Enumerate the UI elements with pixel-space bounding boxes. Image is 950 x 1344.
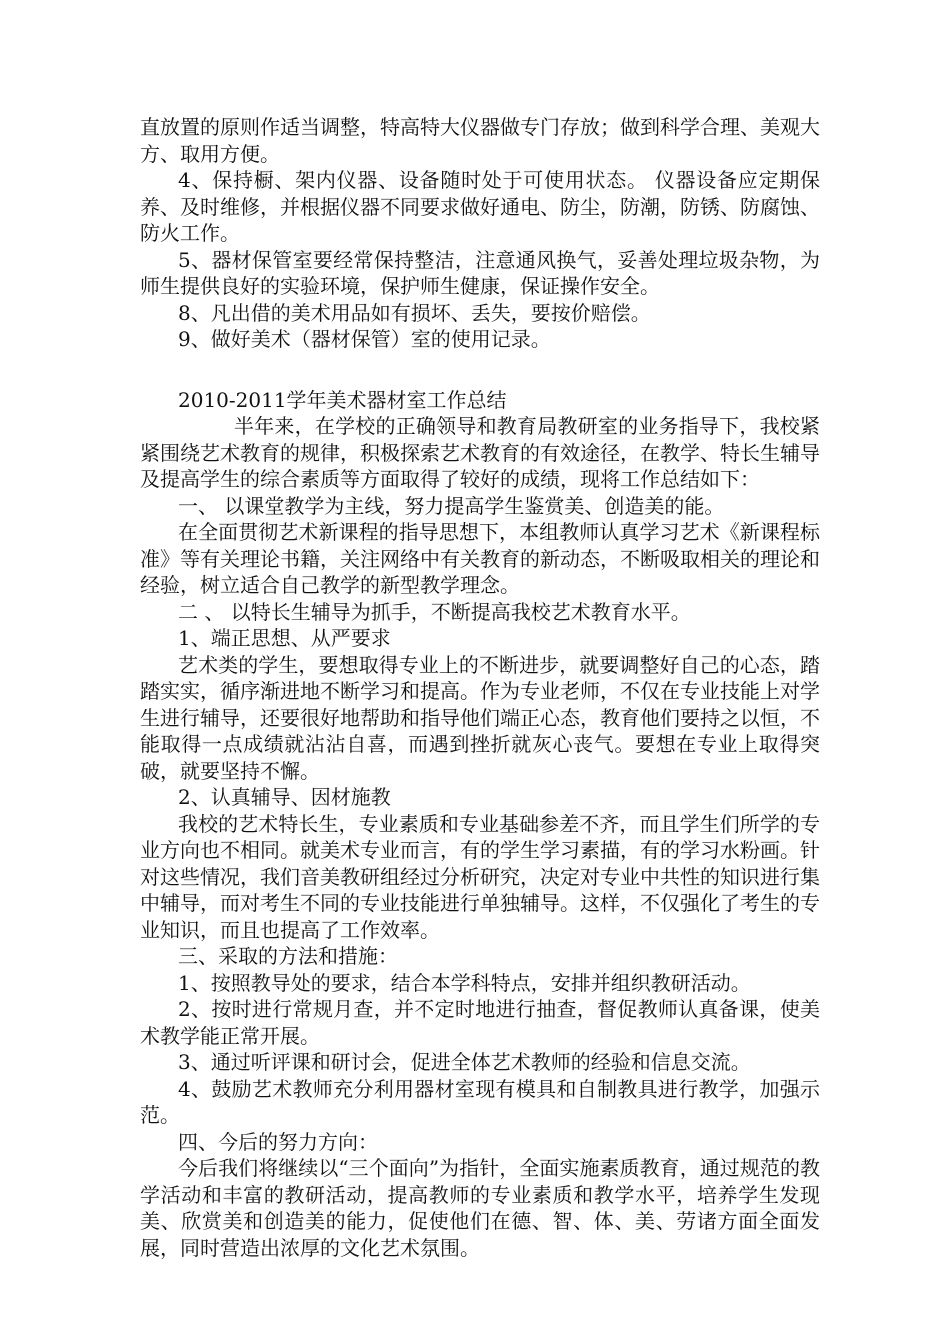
paragraph: 8、凡出借的美术用品如有损坏、丢失，要按价赔偿。 (178, 300, 651, 325)
list-item: 2、按时进行常规月查，并不定时地进行抽查，督促教师认真备课，使美术教学能正常开展。 (140, 997, 820, 1048)
paragraph: 5、器材保管室要经常保持整洁，注意通风换气，妥善处理垃圾杂物，为师生提供良好的实验环境，保护师生健康，保证操作安全。 (140, 247, 820, 298)
paragraph: 9、做好美术（器材保管）室的使用记录。 (178, 327, 551, 351)
intro-paragraph: 半年来，在学校的正确领导和教育局教研室的业务指导下，我校紧紧围绕艺术教育的规律，积极探索艺术教育的有效途径，在教学、特长生辅导及提高学生的综合素质等方面取得了较好的成绩，现将工作总结如下： (140, 414, 820, 491)
paragraph-gap (140, 353, 820, 387)
section-heading: 一、 以课堂教学为主线，努力提高学生鉴赏美、创造美的能。 (178, 493, 725, 518)
section-heading: 三、采取的方法和措施： (178, 944, 398, 968)
document-page (140, 114, 820, 1261)
section-heading: 四、今后的努力方向： (178, 1129, 378, 1154)
paragraph: 艺术类的学生，要想取得专业上的不断进步，就要调整好自己的心态，踏踏实实，循序渐进地不断学习和提高。作为专业老师，不仅在专业技能上对学生进行辅导，还要很好地帮助和指导他们端正心态，教育他们要持之以恒，不能取得一点成绩就沾沾自喜，而遇到挫折就灰心丧气。要想在专业上取得突破，就要坚持不懈。 (140, 652, 820, 783)
subheading: 1、端正思想、从严要求 (178, 626, 391, 650)
paragraph: 今后我们将继续以“三个面向”为指针，全面实施素质教育，通过规范的教学活动和丰富的教研活动，提高教师的专业素质和教学水平，培养学生发现美、欣赏美和创造美的能力，促使他们在德、智、体、美、劳诸方面全面发展，同时营造出浓厚的文化艺术氛围。 (140, 1156, 820, 1260)
list-item: 1、按照教导处的要求，结合本学科特点，安排并组织教研活动。 (178, 970, 751, 995)
subheading: 2、认真辅导、因材施教 (178, 785, 391, 809)
paragraph: 在全面贯彻艺术新课程的指导思想下，本组教师认真学习艺术《新课程标准》等有关理论书籍，关注网络中有关教育的新动态，不断吸取相关的理论和经验，树立适合自己教学的新型教学理念。 (140, 520, 820, 597)
section-heading: 二 、 以特长生辅导为抓手，不断提高我校艺术教育水平。 (178, 599, 691, 624)
document-title: 2010-2011学年美术器材室工作总结 (178, 387, 507, 412)
list-item: 4、鼓励艺术教师充分利用器材室现有模具和自制教具进行教学，加强示范。 (140, 1076, 820, 1127)
paragraph: 4、保持橱、架内仪器、设备随时处于可使用状态。 仪器设备应定期保养、及时维修，并根据仪器不同要求做好通电、防尘，防潮，防锈、防腐蚀、防火工作。 (140, 168, 820, 245)
list-item: 3、通过听评课和研讨会，促进全体艺术教师的经验和信息交流。 (178, 1050, 751, 1074)
paragraph: 我校的艺术特长生，专业素质和专业基础参差不齐，而且学生们所学的专业方向也不相同。就美术专业而言，有的学生学习素描，有的学习水粉画。针对这些情况，我们音美教研组经过分析研究，决定对专业中共性的知识进行集中辅导，而对考生不同的专业技能进行单独辅导。这样，不仅强化了考生的专业知识，而且也提高了工作效率。 (140, 811, 820, 942)
paragraph: 直放置的原则作适当调整，特高特大仪器做专门存放；做到科学合理、美观大方、取用方便。 (140, 115, 820, 166)
